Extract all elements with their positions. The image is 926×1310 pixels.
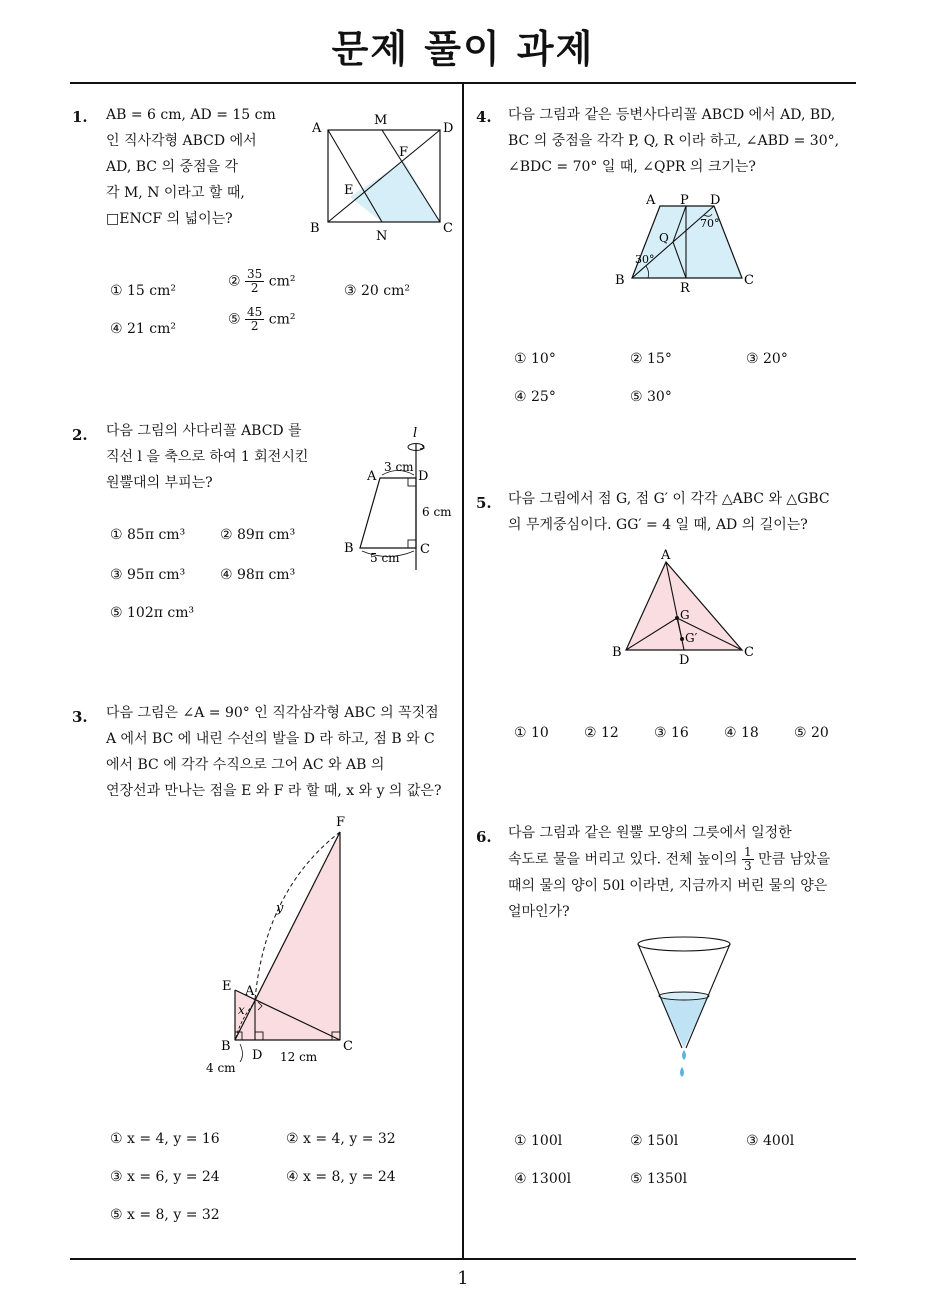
label-A: A <box>312 121 322 136</box>
choice-3[interactable]: ③ 16 <box>654 725 689 741</box>
choice-1[interactable]: ① x = 4, y = 16 <box>110 1131 220 1147</box>
choice-2[interactable]: ② 89π cm³ <box>220 527 296 543</box>
choice-2[interactable]: ② x = 4, y = 32 <box>286 1131 396 1147</box>
dim-right: 6 cm <box>422 505 452 519</box>
question-number: 6. <box>476 828 492 846</box>
text-line: 직선 l 을 축으로 하여 1 회전시킨 <box>106 449 309 465</box>
question-text <box>508 820 830 925</box>
label-A: A <box>245 984 255 999</box>
question-text <box>508 486 830 538</box>
choice-4[interactable]: ④ x = 8, y = 24 <box>286 1169 396 1185</box>
question-number: 3. <box>72 708 88 726</box>
question-number: 2. <box>72 426 88 444</box>
label-B: B <box>615 273 625 288</box>
text-line: 속도로 물을 버리고 있다. 전체 높이의 $\frac{1}{3}$ 만큼 남았을 <box>508 845 831 873</box>
choice-mark: ⑤ <box>228 311 241 328</box>
text-line: 때의 물의 양이 50l 이라면, 지금까지 버린 물의 양은 <box>508 878 828 894</box>
question-number: 1. <box>72 108 88 126</box>
text-line: 얼마인가? <box>508 904 570 920</box>
question-text <box>106 418 308 496</box>
label-B: B <box>221 1039 231 1054</box>
q3-figure <box>200 810 380 1080</box>
label-F: F <box>336 815 346 830</box>
label-Q: Q <box>659 231 669 245</box>
text-line: 각 M, N 이라고 할 때, <box>106 185 245 201</box>
text-line: 다음 그림과 같은 등변사다리꼴 ABCD 에서 AD, BD, <box>508 107 836 123</box>
label-A: A <box>661 548 671 563</box>
label-l: l <box>413 426 418 441</box>
q4-figure <box>604 188 764 298</box>
text-line: AB = 6 cm, AD = 15 cm <box>106 107 276 123</box>
page-title: 문제 풀이 과제 <box>331 27 595 71</box>
choice-5[interactable]: ⑤ 102π cm³ <box>110 605 195 621</box>
choice-3[interactable]: ③ 95π cm³ <box>110 567 186 583</box>
text-line: 다음 그림의 사다리꼴 ABCD 를 <box>106 423 302 439</box>
label-M: M <box>374 113 388 128</box>
text-line: 다음 그림은 ∠A = 90° 인 직각삼각형 ABC 의 꼭짓점 <box>106 705 439 721</box>
label-C: C <box>343 1039 353 1054</box>
text-line: 에서 BC 에 각각 수직으로 그어 AC 와 AB 의 <box>106 757 385 773</box>
choice-4[interactable]: ④ 25° <box>514 389 556 405</box>
fraction: $\frac{35}{2}$ <box>247 267 263 295</box>
angle-70: 70° <box>700 217 720 230</box>
choice-3[interactable]: ③ 20° <box>746 351 788 367</box>
text-line: □ENCF 의 넓이는? <box>106 211 233 227</box>
label-A: A <box>646 193 656 208</box>
text-line: 원뿔대의 부피는? <box>106 475 213 491</box>
choice-3[interactable]: ③ x = 6, y = 24 <box>110 1169 220 1185</box>
dim-bd: 4 cm <box>206 1061 236 1075</box>
text-line: 다음 그림에서 점 G, 점 G′ 이 각각 △ABC 와 △GBC <box>508 491 830 507</box>
question-number: 5. <box>476 494 492 512</box>
text-line: A 에서 BC 에 내린 수선의 발을 D 라 하고, 점 B 와 C <box>106 731 435 747</box>
label-B: B <box>310 221 320 236</box>
label-D: D <box>252 1048 263 1063</box>
label-P: P <box>680 193 689 208</box>
choice-5[interactable]: ⑤ 1350l <box>630 1171 688 1187</box>
choice-5[interactable]: ⑤ x = 8, y = 32 <box>110 1207 220 1223</box>
text-line: BC 의 중점을 각각 P, Q, R 이라 하고, ∠ABD = 30°, <box>508 133 840 149</box>
choice-1[interactable]: ① 10° <box>514 351 556 367</box>
choice-1[interactable]: ① 15 cm² <box>110 283 176 299</box>
label-D: D <box>418 469 429 484</box>
label-G: G <box>680 608 690 622</box>
text-line: 다음 그림과 같은 원뿔 모양의 그릇에서 일정한 <box>508 825 792 841</box>
unit: cm² <box>268 311 296 328</box>
label-F: F <box>399 145 409 160</box>
label-E: E <box>222 979 232 994</box>
dim-top: 3 cm <box>384 460 414 474</box>
text-line: 의 무게중심이다. GG′ = 4 일 때, AD 의 길이는? <box>508 517 808 533</box>
label-C: C <box>420 542 430 557</box>
choice-3[interactable]: ③ 400l <box>746 1133 795 1149</box>
choice-2[interactable] <box>228 268 295 295</box>
question-text <box>106 102 276 232</box>
fraction: $\frac{1}{3}$ <box>744 845 752 873</box>
label-B: B <box>344 541 354 556</box>
choice-1[interactable]: ① 85π cm³ <box>110 527 186 543</box>
unit: cm² <box>268 273 296 290</box>
choice-4[interactable]: ④ 21 cm² <box>110 321 176 337</box>
choice-5[interactable]: ⑤ 20 <box>794 725 829 741</box>
choice-mark: ② <box>228 273 241 290</box>
text-line: 연장선과 만나는 점을 E 와 F 라 할 때, x 와 y 의 값은? <box>106 783 442 799</box>
q5-figure <box>604 546 764 670</box>
q6-figure <box>630 930 740 1080</box>
label-A: A <box>367 469 377 484</box>
text-line: 인 직사각형 ABCD 에서 <box>106 133 257 149</box>
label-x: x <box>238 1003 245 1017</box>
text-line: AD, BC 의 중점을 각 <box>106 159 238 175</box>
fraction: $\frac{45}{2}$ <box>247 305 263 333</box>
label-C: C <box>744 273 754 288</box>
choice-1[interactable]: ① 100l <box>514 1133 563 1149</box>
label-C: C <box>744 645 754 660</box>
question-text <box>508 102 839 180</box>
label-D: D <box>443 121 454 136</box>
choice-1[interactable]: ① 10 <box>514 725 549 741</box>
label-C: C <box>443 221 453 236</box>
label-y: y <box>276 901 284 916</box>
choice-5[interactable] <box>228 306 295 333</box>
label-D: D <box>679 653 690 668</box>
label-G-prime: G′ <box>685 631 698 645</box>
choice-4[interactable]: ④ 98π cm³ <box>220 567 296 583</box>
angle-30: 30° <box>635 253 655 266</box>
label-D: D <box>710 193 721 208</box>
choice-5[interactable]: ⑤ 30° <box>630 389 672 405</box>
label-N: N <box>376 229 388 244</box>
choice-2[interactable]: ② 12 <box>584 725 619 741</box>
label-E: E <box>344 183 354 198</box>
choice-3[interactable]: ③ 20 cm² <box>344 283 410 299</box>
choice-4[interactable]: ④ 18 <box>724 725 759 741</box>
q2-figure <box>336 420 456 580</box>
label-R: R <box>680 281 690 296</box>
bottom-rule <box>70 1258 856 1260</box>
q1-figure <box>300 104 460 244</box>
dim-dc: 12 cm <box>280 1050 318 1064</box>
dim-bottom: 5 cm <box>370 551 400 565</box>
label-B: B <box>612 645 622 660</box>
choice-2[interactable]: ② 150l <box>630 1133 679 1149</box>
choice-4[interactable]: ④ 1300l <box>514 1171 572 1187</box>
column-divider <box>462 84 464 1258</box>
question-text <box>106 700 441 804</box>
question-number: 4. <box>476 108 492 126</box>
page-number: 1 <box>457 1268 469 1289</box>
text-line: ∠BDC = 70° 일 때, ∠QPR 의 크기는? <box>508 159 756 175</box>
choice-2[interactable]: ② 15° <box>630 351 672 367</box>
